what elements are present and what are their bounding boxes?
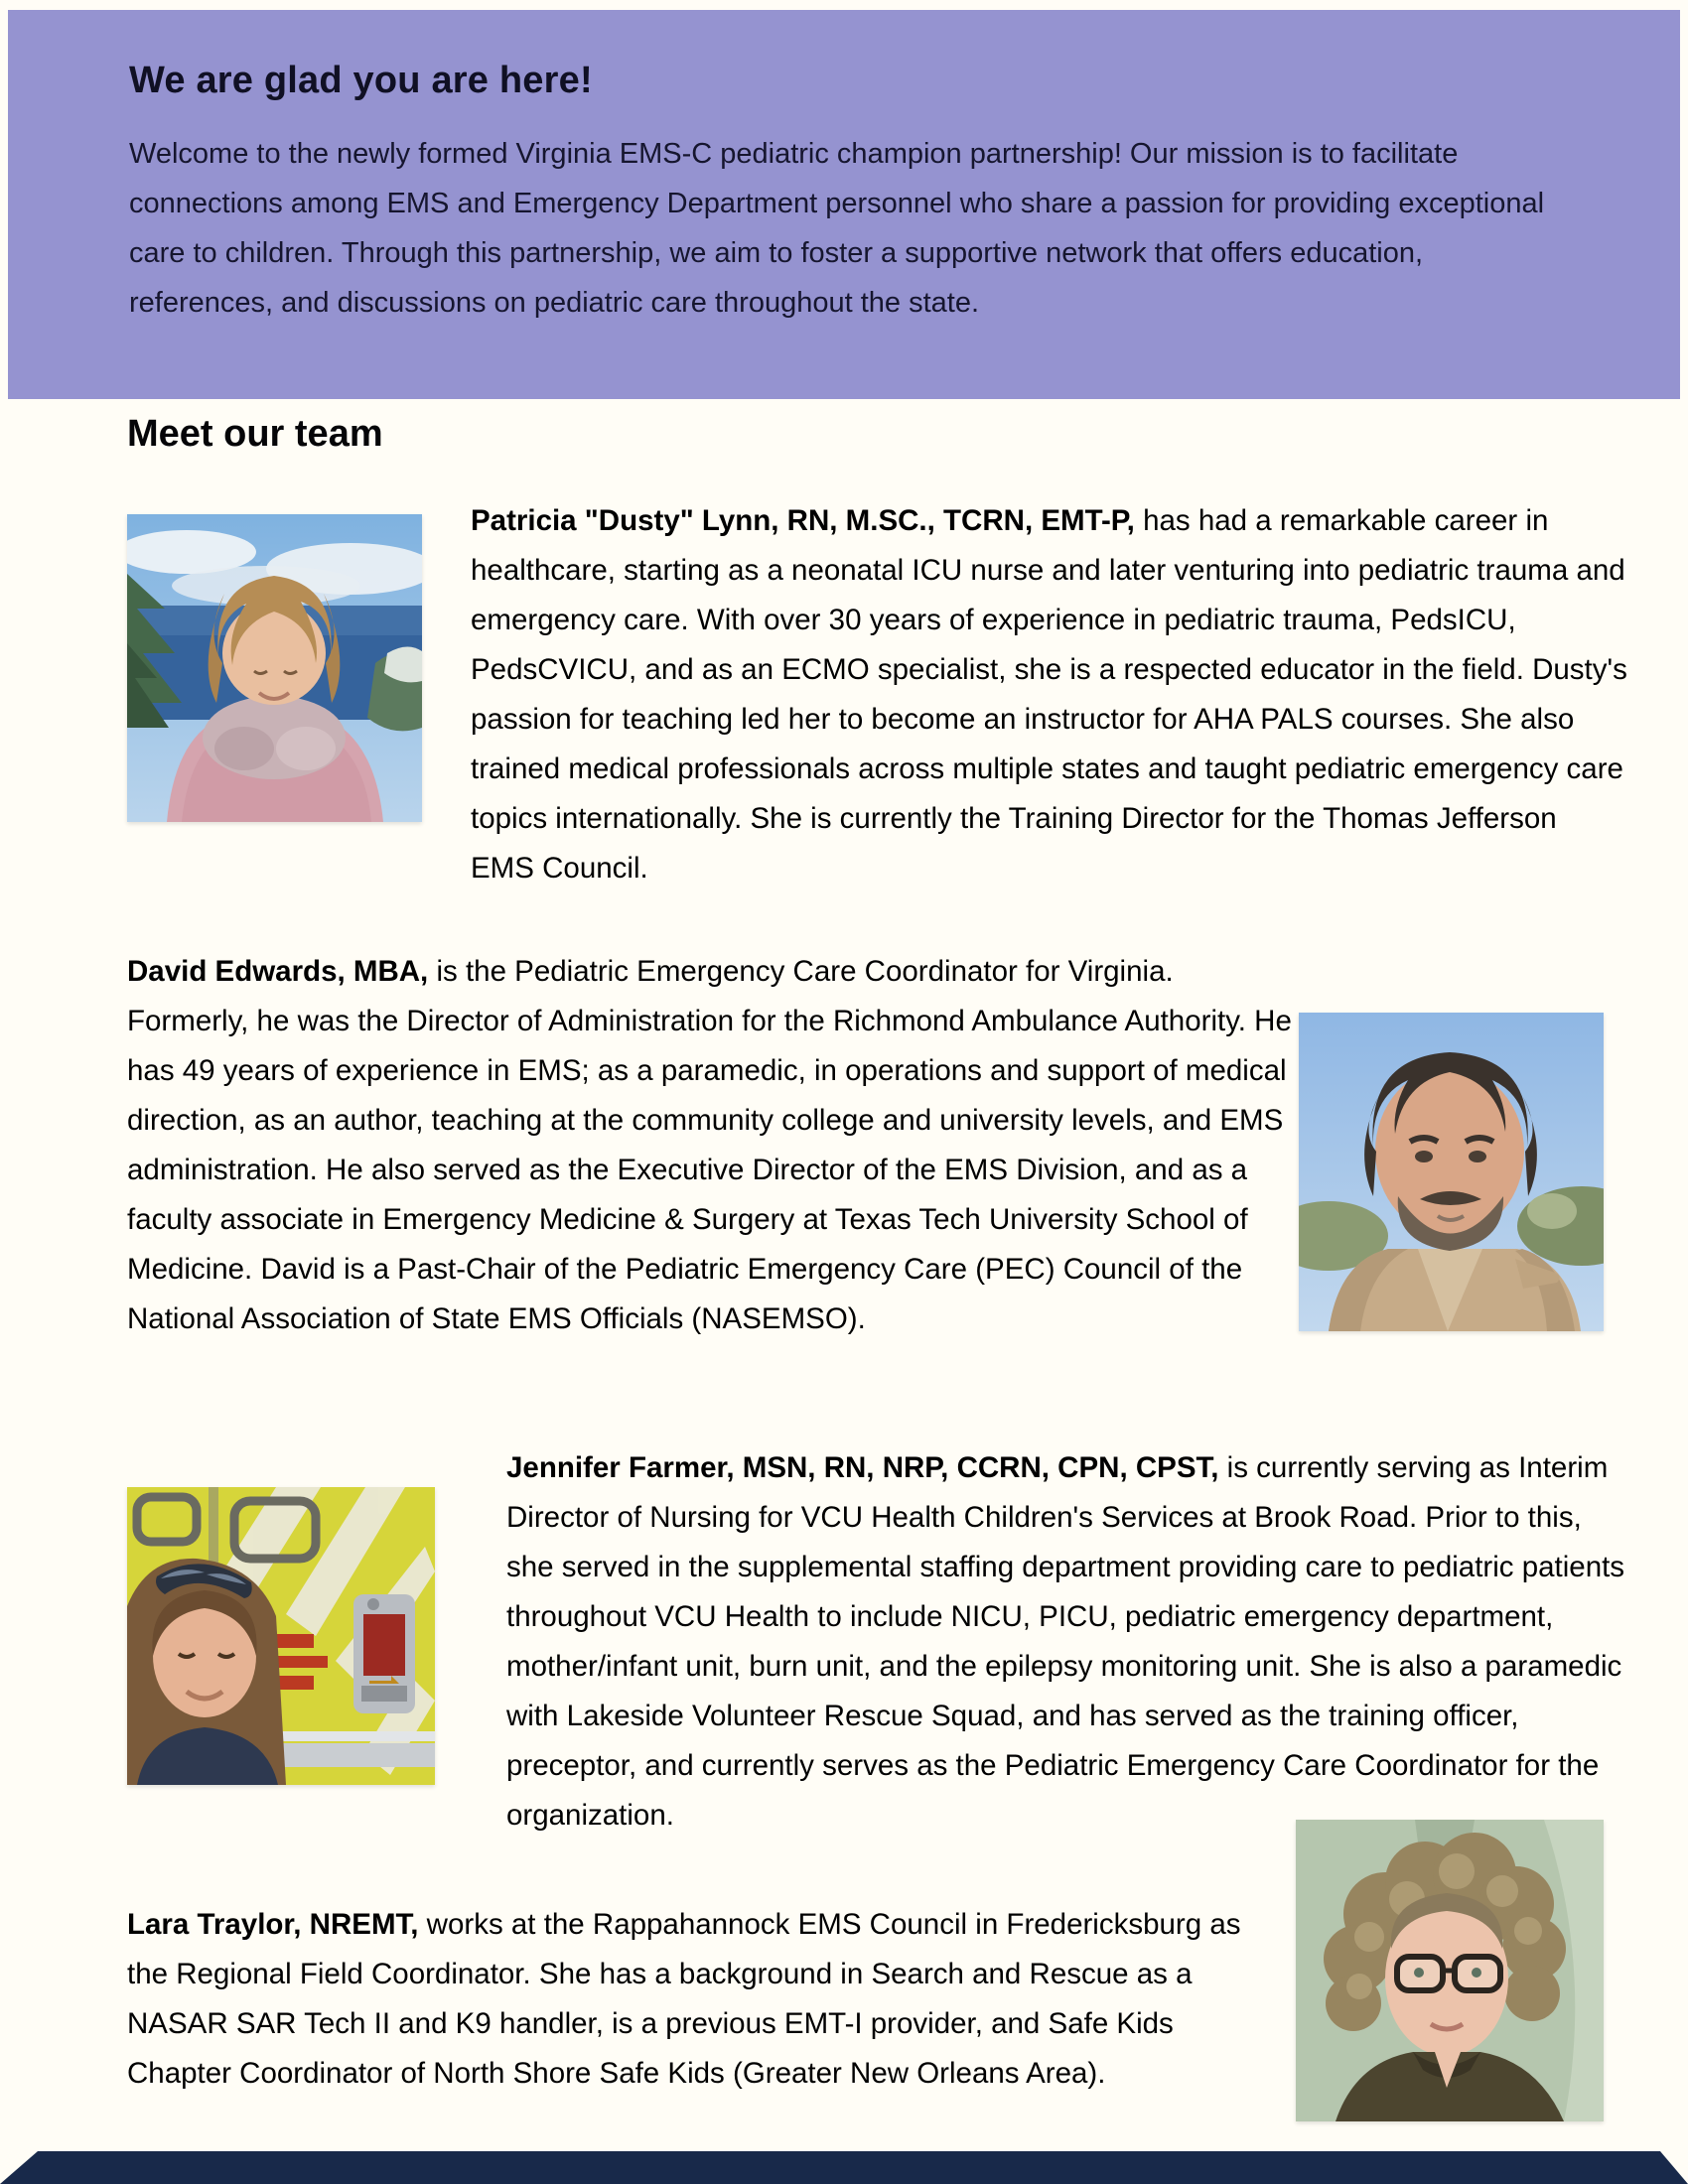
member-bio-david: is the Pediatric Emergency Care Coordinator for Virginia. Formerly, he was the Director of Administration for the Richmond Ambulance Authority. He has 49 years of experience in EMS; as a paramedic, in operations and support of medical direction, as an author, teaching at the community college and university levels, and EMS administration. He also served as the Executive Director of the EMS Division, and as a faculty associate in Emergency Medicine & Surgery at Texas Tech University School of Medicine. David is a Past-Chair of the Pediatric Emergency Care (PEC) Council of the National Association of State EMS Officials (NASEMSO). (127, 954, 1292, 1335)
member-name-patricia: Patricia "Dusty" Lynn, RN, M.SC., TCRN, EMT-P, (471, 503, 1135, 537)
photo-patricia-lynn (127, 514, 422, 822)
bio-jennifer-farmer (506, 1443, 1633, 1841)
david-photo-illustration (1299, 1013, 1604, 1331)
welcome-title: We are glad you are here! (129, 60, 593, 101)
member-name-jennifer: Jennifer Farmer, MSN, RN, NRP, CCRN, CPN, CPST, (506, 1450, 1219, 1484)
jennifer-photo-illustration (127, 1487, 435, 1785)
photo-jennifer-farmer (127, 1487, 435, 1785)
photo-lara-traylor (1296, 1820, 1604, 2121)
bio-patricia-lynn (471, 496, 1627, 893)
welcome-paragraph: Welcome to the newly formed Virginia EMS-C pediatric champion partnership! Our mission is to facilitate connections among EMS and Emergency Department personnel who share a passion for providing exceptional care to children. Through this partnership, we aim to foster a supportive network that offers education, references, and discussions on pediatric care throughout the state. (129, 138, 1545, 319)
welcome-banner (8, 10, 1680, 399)
member-bio-patricia: has had a remarkable career in healthcare, starting as a neonatal ICU nurse and later venturing into pediatric trauma and emergency care. With over 30 years of experience in pediatric trauma, PedsICU, PedsCVICU, and as an ECMO specialist, she is a respected educator in the field. Dusty's passion for teaching led her to become an instructor for AHA PALS courses. She also trained medical professionals across multiple states and taught pediatric emergency care topics internationally. She is currently the Training Director for the Thomas Jefferson EMS Council. (471, 503, 1627, 885)
lara-photo-illustration (1296, 1820, 1604, 2121)
team-heading: Meet our team (127, 413, 383, 455)
member-bio-jennifer: is currently serving as Interim Director of Nursing for VCU Health Children's Services at Brook Road. Prior to this, she served in the supplemental staffing department providing care to pediatric patients throughout VCU Health to include NICU, PICU, pediatric emergency department, mother/infant unit, burn unit, and the epilepsy monitoring unit. She is also a paramedic with Lakeside Volunteer Rescue Squad, and has served as the training officer, preceptor, and currently serves as the Pediatric Emergency Care Coordinator for the organization. (506, 1450, 1625, 1832)
member-name-lara: Lara Traylor, NREMT, (127, 1907, 419, 1941)
bio-david-edwards (127, 947, 1296, 1344)
bio-lara-traylor (127, 1900, 1274, 2099)
footer-bar (0, 2151, 1688, 2184)
member-name-david: David Edwards, MBA, (127, 954, 429, 988)
photo-david-edwards (1299, 1013, 1604, 1331)
member-bio-lara: works at the Rappahannock EMS Council in Fredericksburg as the Regional Field Coordinator. She has a background in Search and Rescue as a NASAR SAR Tech II and K9 handler, is a previous EMT-I provider, and Safe Kids Chapter Coordinator of North Shore Safe Kids (Greater New Orleans Area). (127, 1907, 1241, 2090)
patricia-photo-illustration (127, 514, 422, 822)
